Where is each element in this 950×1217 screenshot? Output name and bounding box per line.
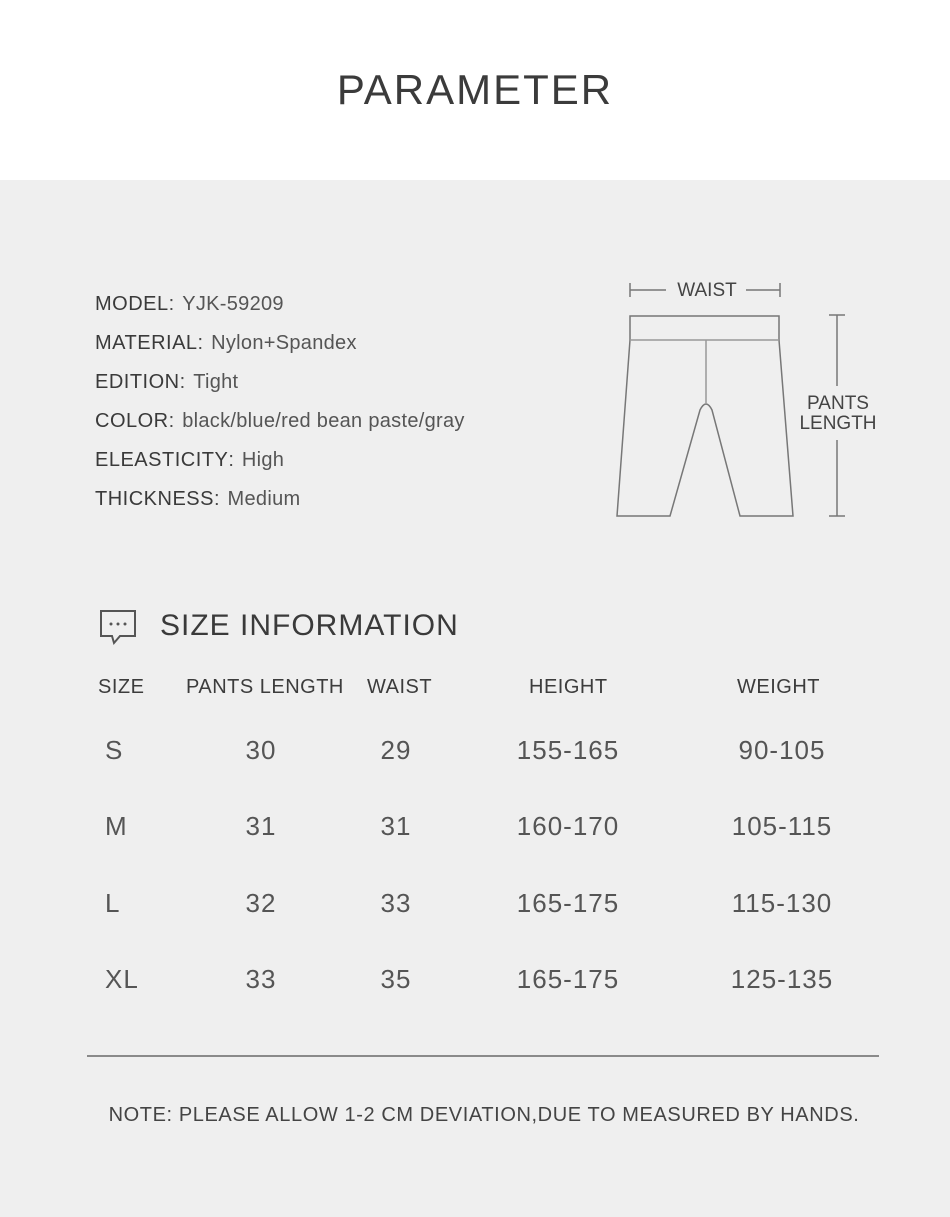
spec-key: EDITION [95, 371, 180, 393]
header [0, 0, 950, 180]
spec-key: THICKNESS [95, 488, 214, 510]
divider [87, 1055, 879, 1057]
spec-separator: : [197, 332, 204, 354]
pants-diagram [600, 270, 900, 540]
pants-outline-icon [600, 270, 900, 540]
spec-key: MODEL [95, 293, 169, 315]
column-header-weight: WEIGHT [737, 676, 820, 698]
column-header-size: SIZE [98, 676, 145, 698]
cell-weight: 90-105 [738, 735, 826, 765]
spec-row-elasticity [95, 441, 465, 480]
column-header-waist: WAIST [367, 676, 433, 698]
deviation-note: NOTE: PLEASE ALLOW 1-2 CM DEVIATION,DUE TO MEASURED BY HANDS. [108, 1104, 860, 1126]
spec-separator: : [168, 293, 175, 315]
waist-label: WAIST [677, 280, 737, 301]
spec-value: YJK-59209 [182, 293, 284, 315]
column-header-height: HEIGHT [529, 676, 608, 698]
cell-size: XL [105, 964, 139, 994]
spec-row-material [95, 324, 465, 363]
spec-key: MATERIAL [95, 332, 198, 354]
spec-separator: : [168, 410, 175, 432]
spec-row-color [95, 402, 465, 441]
size-section-heading [98, 606, 459, 646]
cell-weight: 105-115 [731, 811, 833, 841]
cell-waist: 29 [380, 735, 412, 765]
cell-weight: 125-135 [730, 964, 834, 994]
cell-pants-length: 32 [245, 888, 277, 918]
spec-row-model [95, 285, 465, 324]
cell-height: 165-175 [516, 888, 620, 918]
cell-height: 160-170 [516, 811, 620, 841]
spec-value: black/blue/red bean paste/gray [182, 410, 465, 432]
spec-row-thickness [95, 480, 465, 519]
spec-separator: : [213, 488, 220, 510]
cell-height: 165-175 [516, 964, 620, 994]
cell-pants-length: 33 [245, 964, 277, 994]
cell-size: L [105, 888, 121, 918]
cell-pants-length: 31 [245, 811, 277, 841]
spec-row-edition [95, 363, 465, 402]
cell-waist: 35 [380, 964, 412, 994]
cell-waist: 33 [380, 888, 412, 918]
chat-bubble-icon [98, 606, 138, 646]
spec-list [95, 285, 465, 519]
cell-size: S [105, 735, 124, 765]
length-label: LENGTH [799, 413, 877, 434]
size-section-title: SIZE INFORMATION [160, 609, 459, 642]
cell-size: M [105, 811, 128, 841]
column-header-pants-length: PANTS LENGTH [186, 676, 344, 698]
cell-pants-length: 30 [245, 735, 277, 765]
spec-key: COLOR [95, 410, 169, 432]
pants-label: PANTS [807, 393, 869, 414]
page-title: PARAMETER [336, 66, 614, 113]
spec-separator: : [228, 449, 234, 471]
spec-value: Nylon+Spandex [211, 332, 357, 354]
cell-waist: 31 [380, 811, 412, 841]
cell-weight: 115-130 [731, 888, 833, 918]
spec-value: High [241, 449, 285, 471]
cell-height: 155-165 [516, 735, 620, 765]
spec-value: Tight [193, 371, 239, 393]
spec-separator: : [179, 371, 186, 393]
spec-value: Medium [227, 488, 301, 510]
spec-key: ELEASTICITY [95, 449, 229, 471]
